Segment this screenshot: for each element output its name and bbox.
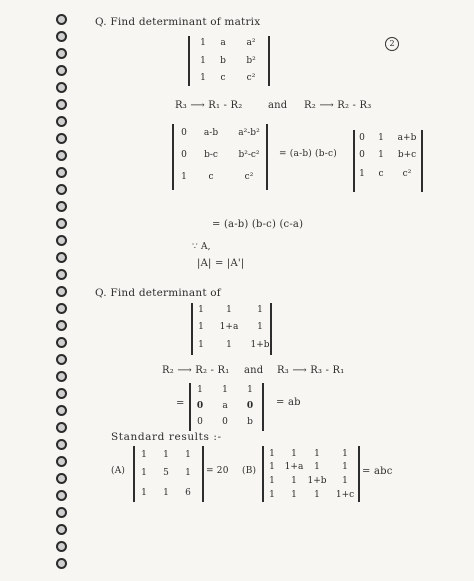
det-bar-right (202, 446, 204, 502)
matrix-cell: 1 (163, 450, 169, 460)
matrix-cell: a+b (397, 133, 417, 143)
matrix-cell: 0 (196, 401, 204, 411)
det-bar-right (268, 36, 270, 86)
matrix-cell: 1 (226, 305, 232, 315)
matrix-cell: 1 (378, 150, 384, 160)
q2-row-op-and: and (244, 365, 264, 376)
matrix-cell: 1+b (307, 476, 327, 486)
binding-hole (56, 82, 67, 93)
standard-results-heading: Standard results :- (111, 431, 222, 443)
matrix-cell: 1 (200, 38, 206, 48)
binding-hole (56, 65, 67, 76)
matrix-cell: 1 (269, 476, 275, 486)
matrix-cell: 1 (185, 450, 191, 460)
binding-hole (56, 167, 67, 178)
matrix-cell: a-b (203, 128, 219, 138)
matrix-cell: 1 (141, 450, 147, 460)
matrix-cell: b (220, 56, 226, 66)
binding-hole (56, 320, 67, 331)
matrix-cell: 1 (198, 322, 204, 332)
det-bar-right (266, 124, 268, 190)
matrix-cell: 1+b (250, 340, 270, 350)
matrix-cell: c² (246, 73, 256, 83)
matrix-cell: 1 (197, 385, 203, 395)
binding-hole (56, 456, 67, 467)
matrix-cell: 1+a (219, 322, 239, 332)
matrix-cell: 1 (291, 490, 297, 500)
matrix-cell: 0 (181, 150, 187, 160)
matrix-cell: 1 (269, 449, 275, 459)
matrix-cell: 0 (197, 417, 203, 427)
binding-hole (56, 31, 67, 42)
matrix-cell: 1 (342, 476, 348, 486)
binding-hole (56, 133, 67, 144)
binding-hole (56, 184, 67, 195)
matrix-cell: c (220, 73, 226, 83)
q2-title: Q. Find determinant of (95, 287, 221, 299)
matrix-cell: 0 (222, 417, 228, 427)
matrix-cell: b (247, 417, 253, 427)
matrix-cell: 1 (200, 56, 206, 66)
matrix-cell: b-c (204, 150, 218, 160)
matrix-cell: 1 (257, 305, 263, 315)
q1-note-label: ∵ A, (192, 242, 211, 252)
binding-hole (56, 150, 67, 161)
matrix-cell: 1 (291, 476, 297, 486)
matrix-cell: a (220, 38, 226, 48)
matrix-cell: a² (246, 38, 256, 48)
matrix-cell: a (222, 401, 228, 411)
page-number-circle: 2 (385, 37, 399, 51)
binding-hole (56, 286, 67, 297)
matrix-cell: 1 (291, 449, 297, 459)
binding-hole (56, 252, 67, 263)
matrix-cell: 1 (200, 73, 206, 83)
matrix-cell: 6 (185, 488, 191, 498)
binding-hole (56, 218, 67, 229)
binding-hole (56, 354, 67, 365)
matrix-cell: 0 (359, 133, 365, 143)
binding-hole (56, 405, 67, 416)
standard-a-result: = 20 (206, 466, 229, 476)
binding-hole (56, 235, 67, 246)
matrix-cell: 1+a (284, 462, 304, 472)
q2-equals: = (176, 398, 185, 409)
matrix-cell: 5 (163, 468, 169, 478)
matrix-cell: 1 (314, 449, 320, 459)
matrix-cell: 1 (226, 340, 232, 350)
matrix-cell: 1 (141, 468, 147, 478)
matrix-cell: 0 (181, 128, 187, 138)
matrix-cell: c² (244, 172, 254, 182)
standard-a-label: (A) (111, 466, 126, 476)
matrix-cell: 1 (342, 462, 348, 472)
q1-title: Q. Find determinant of matrix (95, 16, 261, 28)
binding-hole (56, 507, 67, 518)
matrix-cell: 0 (246, 401, 254, 411)
binding-hole (56, 269, 67, 280)
spiral-binding (56, 14, 72, 576)
binding-hole (56, 48, 67, 59)
matrix-cell: 1 (314, 462, 320, 472)
q1-row-op-and: and (268, 100, 288, 111)
binding-hole (56, 439, 67, 450)
matrix-cell: 1 (269, 462, 275, 472)
matrix-cell: b²-c² (238, 150, 260, 160)
q2-row-op-1: R₂ ⟶ R₂ - R₁ (162, 365, 230, 376)
binding-hole (56, 541, 67, 552)
binding-hole (56, 558, 67, 569)
matrix-cell: c² (402, 169, 412, 179)
matrix-cell: 1 (141, 488, 147, 498)
q1-row-op-1: R₃ ⟶ R₁ - R₂ (175, 100, 243, 111)
binding-hole (56, 524, 67, 535)
matrix-cell: 1 (359, 169, 365, 179)
q1-row-op-2: R₂ ⟶ R₂ - R₃ (304, 100, 372, 111)
binding-hole (56, 388, 67, 399)
matrix-cell: a²-b² (238, 128, 260, 138)
matrix-cell: 1 (269, 490, 275, 500)
standard-b-label: (B) (242, 466, 257, 476)
matrix-cell: c (208, 172, 214, 182)
binding-hole (56, 201, 67, 212)
q2-row-op-2: R₃ ⟶ R₃ - R₁ (277, 365, 345, 376)
binding-hole (56, 371, 67, 382)
matrix-cell: 1 (185, 468, 191, 478)
binding-hole (56, 422, 67, 433)
binding-hole (56, 337, 67, 348)
binding-hole (56, 116, 67, 127)
q1-factor: = (a-b) (b-c) (279, 149, 337, 159)
binding-hole (56, 14, 67, 25)
matrix-cell: 1 (181, 172, 187, 182)
matrix-cell: 1 (314, 490, 320, 500)
matrix-cell: 1 (198, 305, 204, 315)
binding-hole (56, 473, 67, 484)
binding-hole (56, 490, 67, 501)
matrix-cell: 1+c (335, 490, 355, 500)
q1-result: = (a-b) (b-c) (c-a) (212, 219, 304, 230)
binding-hole (56, 99, 67, 110)
matrix-cell: 1 (198, 340, 204, 350)
matrix-cell: 1 (163, 488, 169, 498)
matrix-cell: b+c (397, 150, 417, 160)
det-bar-right (421, 130, 423, 192)
standard-b-result: = abc (362, 466, 393, 477)
matrix-cell: 1 (342, 449, 348, 459)
matrix-cell: 0 (359, 150, 365, 160)
q2-result: = ab (276, 397, 301, 408)
matrix-cell: b² (246, 56, 256, 66)
q1-note-equation: |A| = |A'| (197, 258, 245, 269)
matrix-cell: 1 (222, 385, 228, 395)
matrix-cell: 1 (257, 322, 263, 332)
binding-hole (56, 303, 67, 314)
matrix-cell: c (378, 169, 384, 179)
matrix-cell: 1 (247, 385, 253, 395)
matrix-cell: 1 (378, 133, 384, 143)
